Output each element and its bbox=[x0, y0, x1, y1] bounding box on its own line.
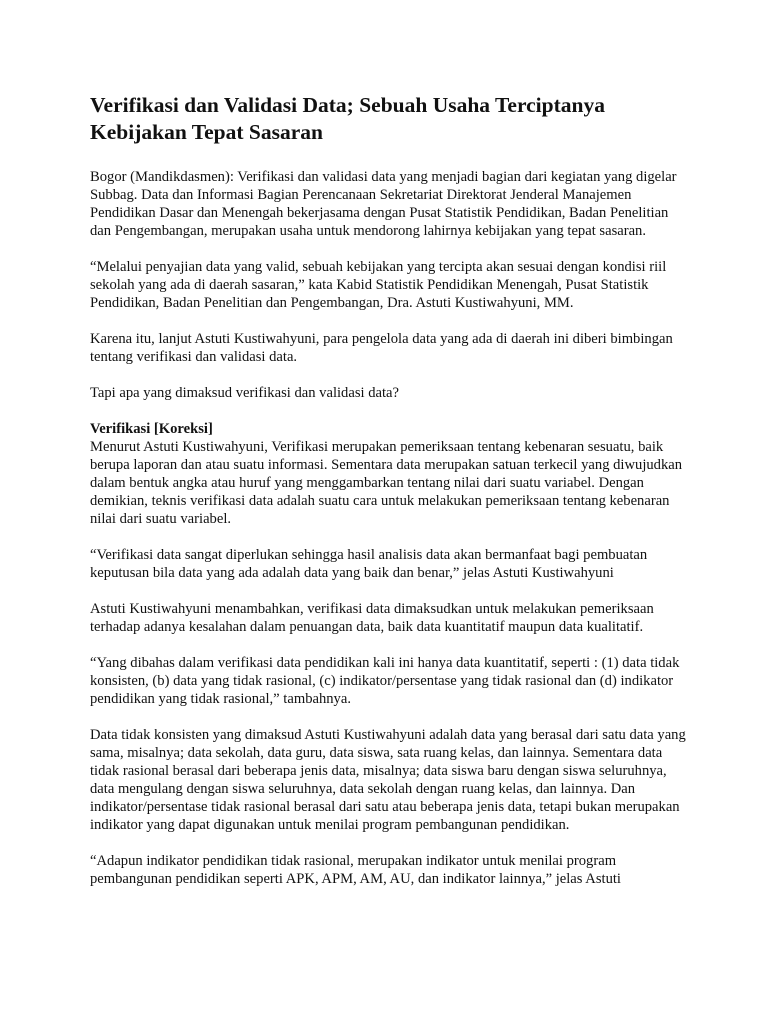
article-title: Verifikasi dan Validasi Data; Sebuah Usaha Terciptanya Kebijakan Tepat Sasaran bbox=[90, 93, 605, 144]
paragraph-quote-quantitative: “Yang dibahas dalam verifikasi data pendidikan kali ini hanya data kuantitatif, seperti : (1) data tidak konsisten, (b) data yang tidak rasional, (c) indikator/persentase yang tidak rasional dan (d) indikator pendidikan yang tidak rasional,” tambahnya. bbox=[90, 655, 680, 707]
paragraph-question: Tapi apa yang dimaksud verifikasi dan validasi data? bbox=[90, 385, 399, 401]
paragraph-intro: Bogor (Mandikdasmen): Verifikasi dan validasi data yang menjadi bagian dari kegiatan yang digelar Subbag. Data dan Informasi Bagian Perencanaan Sekretariat Direktorat Jenderal Manajemen Pendidikan Dasar dan Menengah bekerjasama dengan Pusat Statistik Pendidikan, Badan Penelitian dan Pengembangan, merupakan usaha untuk mendorong lahirnya kebijakan yang tepat sasaran. bbox=[90, 169, 677, 239]
paragraph-quote-indicators: “Adapun indikator pendidikan tidak rasional, merupakan indikator untuk menilai program pembangunan pendidikan seperti APK, APM, AM, AU, dan indikator lainnya,” jelas Astuti bbox=[90, 853, 621, 887]
paragraph-quote-valid-data: “Melalui penyajian data yang valid, sebuah kebijakan yang tercipta akan sesuai dengan kondisi riil sekolah yang ada di daerah sasaran,” kata Kabid Statistik Pendidikan Menengah, Pusat Statistik Pendidikan, Badan Penelitian dan Pengembangan, Dra. Astuti Kustiwahyuni, MM. bbox=[90, 259, 667, 311]
paragraph-quote-verification-need: “Verifikasi data sangat diperlukan sehingga hasil analisis data akan bermanfaat bagi pembuatan keputusan bila data yang ada adalah data yang baik dan benar,” jelas Astuti Kustiwahyuni bbox=[90, 547, 648, 581]
paragraph-guidance: Karena itu, lanjut Astuti Kustiwahyuni, para pengelola data yang ada di daerah ini diberi bimbingan tentang verifikasi dan validasi data. bbox=[90, 331, 673, 365]
section-heading-verifikasi: Verifikasi [Koreksi] bbox=[90, 421, 213, 437]
paragraph-inconsistent-data: Data tidak konsisten yang dimaksud Astuti Kustiwahyuni adalah data yang berasal dari satu data yang sama, misalnya; data sekolah, data guru, data siswa, sata ruang kelas, dan lainnya. Sementara data tidak rasional berasal dari beberapa jenis data, misalnya; data siswa baru dengan siswa seluruhnya, data mengulang dengan siswa seluruhnya, data sekolah dengan ruang kelas, dan lainnya. Dan indikator/persentase tidak rasional berasal dari satu atau beberapa jenis data, tetapi bukan merupakan indikator yang dapat digunakan untuk menilai program pembangunan pendidikan. bbox=[90, 727, 686, 833]
paragraph-verification-purpose: Astuti Kustiwahyuni menambahkan, verifikasi data dimaksudkan untuk melakukan pemeriksaan terhadap adanya kesalahan dalam penuangan data, baik data kuantitatif maupun data kualitatif. bbox=[90, 601, 654, 635]
document-page bbox=[90, 92, 690, 888]
paragraph-verification-definition: Menurut Astuti Kustiwahyuni, Verifikasi merupakan pemeriksaan tentang kebenaran sesuatu, baik berupa laporan dan atau suatu informasi. Sementara data merupakan satuan terkecil yang diwujudkan dalam bentuk angka atau huruf yang menggambarkan tentang nilai dari suatu variabel. Dengan demikian, teknis verifikasi data adalah suatu cara untuk melakukan pemeriksaan tentang kebenaran nilai dari suatu variabel. bbox=[90, 439, 683, 527]
